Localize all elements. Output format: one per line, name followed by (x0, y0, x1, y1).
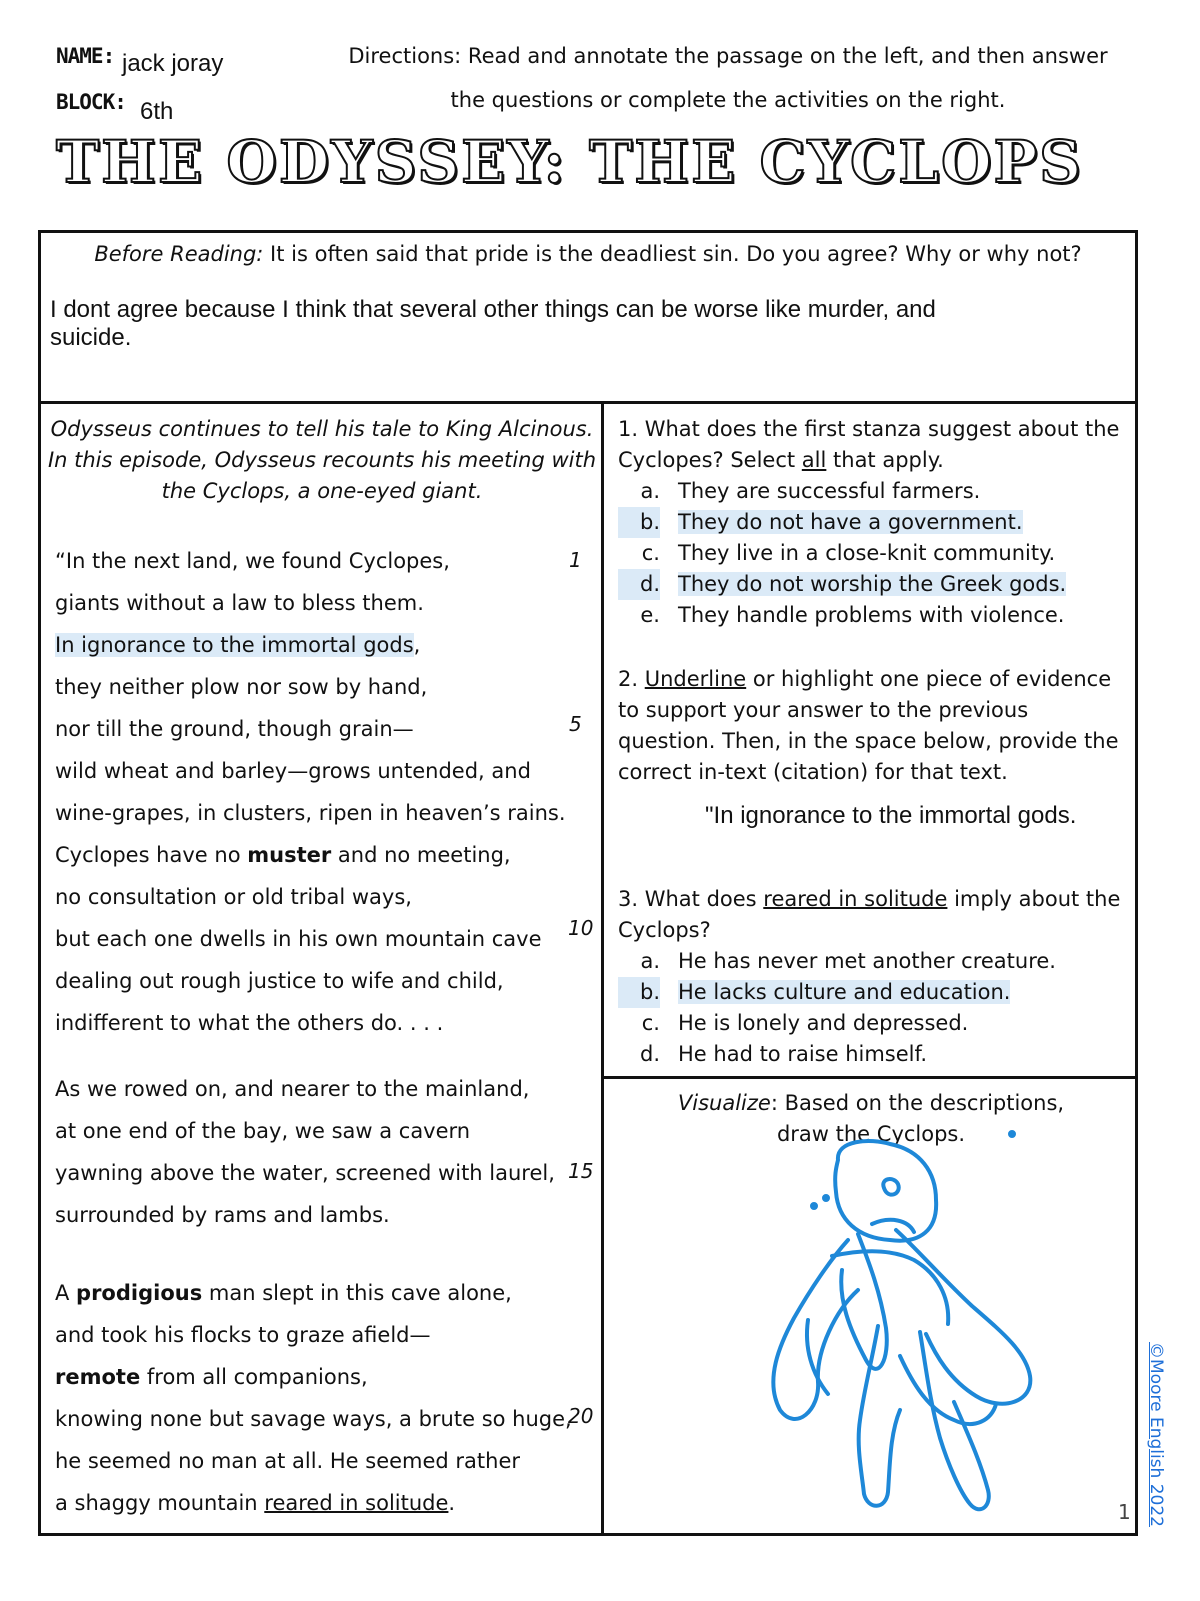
question-1-line-2: Cyclopes? Select all that apply. (618, 448, 944, 472)
before-reading-prompt (41, 242, 1135, 266)
poem-line: no consultation or old tribal ways, (55, 885, 412, 909)
poem-stanza-2 (55, 1068, 595, 1236)
underlined-phrase: reared in solitude (763, 887, 948, 911)
underlined-phrase: reared in solitude (264, 1491, 449, 1515)
option-b-selected[interactable]: b. He lacks culture and education. (618, 977, 1128, 1008)
poem-line: giants without a law to bless them. (55, 591, 424, 615)
before-reading-answer-line-2: suicide. (50, 324, 132, 351)
option-c[interactable]: c. They live in a close-knit community. (641, 541, 1056, 565)
line-number: 10 (568, 916, 594, 940)
line-number: 5 (569, 712, 582, 736)
evidence-highlight: In ignorance to the immortal gods (55, 633, 414, 657)
passage-intro-line-3: the Cyclops, a one-eyed giant. (161, 479, 483, 503)
question-2-line-3: question. Then, in the space below, provide the (618, 729, 1119, 753)
poem-line: surrounded by rams and lambs. (55, 1203, 390, 1227)
question-2-answer[interactable]: "In ignorance to the immortal gods. (705, 802, 1077, 829)
poem-line-highlighted: In ignorance to the immortal gods, (55, 633, 421, 657)
question-3-line-2: Cyclops? (618, 918, 711, 942)
visualize-line-2: draw the Cyclops. (776, 1122, 966, 1146)
poem-line: yawning above the water, screened with laurel, (55, 1161, 555, 1185)
poem-line: dealing out rough justice to wife and child, (55, 969, 504, 993)
poem-line: a shaggy mountain reared in solitude. (55, 1491, 456, 1515)
poem-line: but each one dwells in his own mountain cave (55, 927, 542, 951)
vertical-divider (601, 401, 604, 1536)
vocab-word-remote: remote (55, 1365, 141, 1389)
vocab-word-muster: muster (247, 843, 332, 867)
poem-line: and took his flocks to graze afield— (55, 1323, 431, 1347)
poem-stanza-3 (55, 1272, 595, 1524)
vocab-word-prodigious: prodigious (76, 1281, 203, 1305)
underlined-all: all (801, 448, 827, 472)
option-d[interactable]: d. He had to raise himself. (639, 1042, 928, 1066)
question-1 (618, 414, 1128, 476)
poem-line: “In the next land, we found Cyclopes, (55, 549, 450, 573)
option-d-selected[interactable]: d. They do not worship the Greek gods. (618, 569, 1128, 600)
question-2 (618, 664, 1128, 788)
page-title: THE ODYSSEY: THE CYCLOPS (56, 128, 1084, 196)
option-e[interactable]: e. They handle problems with violence. (640, 603, 1065, 627)
poem-line: remote from all companions, (55, 1365, 368, 1389)
passage-intro-line-2: In this episode, Odysseus recounts his meeting with (47, 448, 597, 472)
visualize-line-1: Visualize: Based on the descriptions, (677, 1091, 1065, 1115)
directions-line-2: the questions or complete the activities on the right. (450, 88, 1006, 112)
question-3-line-1: 3. What does reared in solitude imply about the (618, 887, 1121, 911)
before-reading-answer[interactable] (50, 296, 1120, 352)
poem-line: wild wheat and barley—grows untended, and (55, 759, 531, 783)
before-reading-question: It is often said that pride is the deadliest sin. Do you agree? Why or why not? (263, 242, 1082, 266)
question-3-options (618, 946, 1128, 1070)
question-2-line-2: to support your answer to the previous (618, 698, 1029, 722)
line-number: 15 (568, 1159, 594, 1183)
block-label: BLOCK: (56, 90, 126, 114)
block-value[interactable]: 6th (140, 98, 174, 125)
poem-line: As we rowed on, and nearer to the mainland, (55, 1077, 530, 1101)
option-a[interactable]: a. He has never met another creature. (640, 949, 1056, 973)
before-reading-answer-line-1: I dont agree because I think that several other things can be worse like murder, and (50, 296, 936, 323)
page-number: 1 (1118, 1500, 1131, 1524)
directions-line-1: Directions: Read and annotate the passage on the left, and then answer (348, 44, 1108, 68)
option-c[interactable]: c. He is lonely and depressed. (641, 1011, 969, 1035)
question-2-line-1: 2. Underline or highlight one piece of evidence (618, 667, 1112, 691)
poem-line: A prodigious man slept in this cave alone, (55, 1281, 512, 1305)
poem-line: they neither plow nor sow by hand, (55, 675, 428, 699)
option-b-selected[interactable]: b. They do not have a government. (618, 507, 1128, 538)
passage-intro-line-1: Odysseus continues to tell his tale to King Alcinous. (50, 417, 594, 441)
line-number: 20 (568, 1404, 594, 1428)
question-3 (618, 884, 1128, 946)
passage-intro (44, 414, 600, 507)
poem-line: indifferent to what the others do. . . . (55, 1011, 444, 1035)
poem-stanza-1 (55, 540, 595, 1044)
question-1-options (618, 476, 1128, 631)
poem-line: nor till the ground, though grain— (55, 717, 414, 741)
poem-line: Cyclopes have no muster and no meeting, (55, 843, 511, 867)
underline-word: Underline (644, 667, 747, 691)
before-reading-label: Before Reading: (94, 242, 264, 266)
question-2-line-4: correct in-text (citation) for that text. (618, 760, 1008, 784)
option-a[interactable]: a. They are successful farmers. (640, 479, 981, 503)
visualize-divider (601, 1076, 1138, 1079)
poem-line: wine-grapes, in clusters, ripen in heaven’s rains. (55, 801, 566, 825)
name-label: NAME: (56, 44, 115, 68)
horizontal-divider (38, 401, 1138, 404)
question-1-line-1: 1. What does the first stanza suggest about the (618, 417, 1120, 441)
line-number: 1 (569, 548, 582, 572)
cyclops-drawing[interactable] (740, 1120, 1060, 1520)
poem-line: knowing none but savage ways, a brute so huge, (55, 1407, 572, 1431)
directions (328, 34, 1128, 122)
name-value[interactable]: jack joray (122, 50, 224, 77)
poem-line: he seemed no man at all. He seemed rather (55, 1449, 521, 1473)
poem-line: at one end of the bay, we saw a cavern (55, 1119, 471, 1143)
copyright: ©Moore English 2022 (1146, 1342, 1166, 1527)
